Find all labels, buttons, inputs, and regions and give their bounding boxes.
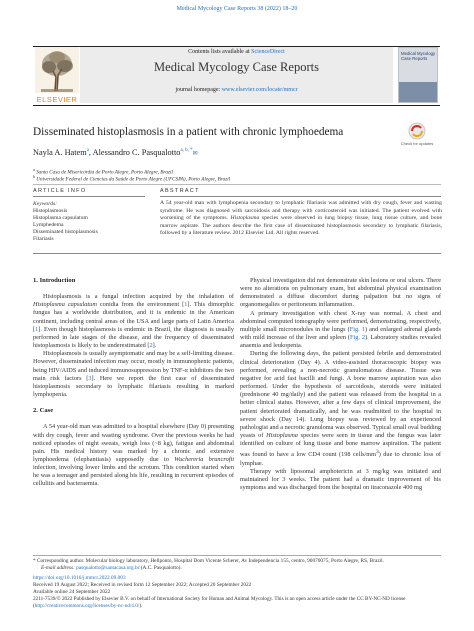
superscript: 3 (376, 449, 379, 456)
keyword: Lymphedema (33, 222, 64, 228)
journal-header-band (80, 47, 393, 103)
author-separator: , (88, 148, 93, 157)
author-name: Nayla A. Hatem (33, 148, 87, 157)
license-text: ). (139, 603, 143, 609)
paragraph (240, 350, 441, 467)
received-line: Received 19 August 2022; Received in revised form 12 September 2022; Accepted 20 September 2022 (33, 582, 252, 588)
email-link[interactable]: pasqualotto@santacasa.org.br (76, 565, 140, 571)
paragraph (33, 293, 234, 350)
paragraph (33, 423, 234, 488)
email-label: E-mail address: (41, 565, 77, 571)
doi-link[interactable]: https://doi.org/10.1016/j.mmcr.2022.09.003 (33, 575, 126, 581)
cover-graphic-band (399, 82, 437, 102)
affiliation-mark: b (33, 174, 35, 179)
paragraph (33, 350, 234, 399)
paragraph: Therapy with liposomal amphotericin at 3 mg/kg was initiated and maintained for 3 weeks. The patient had a dramatic improvement of his symptoms and was discharged from the hospital on itraconazole 400 mg (240, 467, 441, 491)
text-run: infection, involving lower limbs and the scrotum. This condition started when he was a teenager and persisted along his life, resulting in recurrent episodes of cellulitis and bacteraemia. (33, 464, 234, 488)
article-info-label: ARTICLE INFO (33, 188, 87, 194)
species-name: Histoplasma (266, 431, 298, 439)
affiliation-text: Santa Casa de Misericórdia de Porto Alegre, Porto Alegre, Brazil (36, 169, 173, 176)
species-name: Histoplasma capsulatum (33, 301, 97, 309)
keyword: Histoplasma capsulatum (33, 215, 88, 221)
section-heading-case: 2. Case (33, 407, 54, 415)
paragraph: Physical investigation did not demonstrate skin lesions or oral ulcers. There were no alterations on pulmonary exam, but abdominal physical examination demonstrated a diffuse discomfort during palpation but no signs of organomegalies or peritoneum inflammation. (240, 277, 441, 309)
license-link[interactable]: http://creativecommons.org/licenses/by-nc-nd/4.0/ (34, 603, 140, 609)
divider (33, 184, 441, 185)
affiliation-mark: a (33, 167, 35, 172)
check-for-updates-icon[interactable] (400, 121, 434, 149)
journal-title: Medical Mycology Case Reports (154, 60, 319, 74)
elsevier-wordmark: ELSEVIER (36, 95, 78, 104)
abstract-species: Histoplasma (230, 215, 260, 222)
species-name: Wuchereria bruncrofti (174, 455, 234, 463)
divider (160, 196, 441, 197)
citation-link[interactable]: 1 (184, 301, 188, 309)
journal-cover-thumbnail[interactable] (398, 47, 438, 103)
abstract-part: A 54 year-old man with lymphopenia secondary to lymphatic filariasis was admitted with dry cough, fever and wasting syndrome. He was diagnosed with sarcoidosis and therapy with corticosteroid was initiated. The patient evolved with worsening of the symptoms. (160, 200, 442, 222)
divider (33, 196, 145, 197)
divider (33, 253, 441, 254)
contents-line (80, 49, 393, 55)
homepage-line (80, 87, 393, 93)
text-run: ]. This dimorphic fungus has a worldwide distribution, and it is endemic in the American continent, including central areas of the USA and large parts of Latin America [ (33, 301, 234, 333)
license-line (33, 596, 441, 610)
affiliation (33, 174, 230, 183)
author-list (33, 148, 413, 157)
citation-link[interactable]: 1 (35, 325, 39, 333)
citation-link[interactable]: 2 (149, 342, 153, 350)
email-envelope-icon[interactable]: ✉ (192, 151, 198, 157)
abstract-part: species were observed in lung biopsy tissue, lung tissue culture, and bone marrow aspirate. The authors describe the first case of disseminated histoplasmosis secondary to lymphatic filariasis, followed by a literature review. 2012 Elsevier Ltd. All rights reserved. (160, 215, 442, 237)
available-online-line: Available online 24 September 2022 (33, 589, 111, 595)
text-run: ]. Even though histoplasmosis is endemic in Brazil, the diagnosis is usually performed in late stages of the disease, and the frequency of disseminated histoplasmosis is likely to be underestimated [ (33, 325, 234, 350)
text-run: ]. (152, 342, 157, 350)
corresponding-author-note: * Corresponding author. Molecular biology laboratory, Hellponto, Hospital Dom Vicente Scherer, Av Independencia 155, centro, 90070075, Porto Alegre, RS, Brazil. (33, 558, 384, 564)
text-run: Histoplasmosis is a fungal infection acquired by the inhalation of (43, 293, 234, 301)
author-marks[interactable]: a, b, * (180, 148, 193, 154)
keyword: Disseminated histoplasmosis (33, 229, 98, 235)
author-marks[interactable]: a (86, 148, 89, 154)
check-badge-label: Check for updates (400, 141, 434, 146)
text-run: ). Laboratory studies revealed anaemia and leukopenia. (240, 334, 441, 350)
keywords-label: Keywords: (33, 201, 58, 207)
article-title: Disseminated histoplasmosis in a patient with chronic lymphoedema (33, 126, 344, 138)
divider (33, 555, 441, 556)
cover-title: Medical Mycology Case Reports (401, 51, 436, 61)
figure-link[interactable]: Fig. 1 (349, 325, 365, 333)
text-run: ]. Here we report the first case of disseminated histoplasmosis secondary to lymphatic filariasis resulting in marked lymphopenia. (33, 374, 234, 399)
text-run: A primary investigation with chest X-ray was normal. A chest and abdominal computed tomography were performed, demonstrating, respectively, multiple small micronodules in the lungs ( (240, 309, 441, 333)
text-run: ) and enlarged adrenal glands with mild increase of the liver and spleen ( (240, 325, 441, 342)
text-run: ) due to chronic loss of lymphae. (240, 451, 441, 467)
journal-homepage-link[interactable]: www.elsevier.com/locate/mmcr (221, 87, 298, 93)
keyword: Histoplasmosis (33, 208, 68, 214)
author-name: Alessandro C. Pasqualotto (92, 148, 181, 157)
body-column-left (33, 277, 234, 489)
sciencedirect-link[interactable]: ScienceDirect (251, 49, 285, 55)
affiliation-text: Universidade Federal de Ciencias da Saúde de Porto Alegre (UFCSPA), Porto Alegre, Brazil (36, 176, 231, 183)
abstract-label: ABSTRACT (160, 188, 200, 194)
email-line (33, 565, 441, 572)
figure-link[interactable]: Fig. 2 (349, 334, 365, 342)
text-run: species were seen in tissue and the fungus was later identified on culture of lung tissue and bone marrow aspiration. The patient was found to have a low CD4 count (198 cells/mm (240, 431, 441, 459)
citation-link[interactable]: 3 (88, 374, 92, 382)
text-run: Histoplasmosis is usually asymptomatic and may be a self-limiting disease. However, disseminated infection may occur, mostly in immunophenic patients, being HIV/AIDS and induced immunosuppression by TNF-α inhibitors the two main risk factors [ (33, 350, 234, 382)
paragraph (240, 310, 441, 351)
running-head: Medical Mycology Case Reports 38 (2022) 18–20 (176, 6, 298, 12)
footnote-block (33, 558, 441, 610)
homepage-prefix: journal homepage: (175, 87, 222, 93)
section-heading-introduction: 1. Introduction (33, 277, 76, 284)
license-text: 2211-7539/© 2022 Published by Elsevier B.V. on behalf of International Society for Human and Animal Mycology. This is an open access article under the CC BY-NC-ND license ( (33, 596, 406, 609)
body-column-right (240, 277, 441, 492)
text-run: A 54 year-old man was admitted to a hospital elsewhere (Day 0) presenting with dry cough, fever and wasting syndrome. Over the previous weeks he had noticed episodes of night sweats, weigh loss (~8 kg), fatigue and abdominal pain. His medical history was marked by a chronic and extensive lymphoedema (elephantiasis) supposedly due to (33, 423, 234, 463)
text-run: conidia from the environment [ (96, 301, 185, 309)
text-run: During the following days, the patient persisted febrile and demonstrated clinical deterioration (Day 4). A video-assisted thoracoscopic biopsy was performed, revealing a non-necrotic granulomatous disease. Tissue was negative for acid fast bacilli and fungi. A bone marrow aspiration was also performed. Under the hypothesis of sarcoidosis, steroids were initiated (prednisone 40 mg/daily) and the patient was released from the hospital in a better clinical status. However, after a few days of clinical improvement, the patient deteriorated dramatically, and he was readmitted to the hospital in severe shock (Day 14). Lung biopsy was reviewed by an experienced pathologist and a necrotic granuloma was observed. Typical small oval budding yeasts of (240, 350, 441, 439)
abstract-text (160, 200, 442, 238)
keyword: Filariasis (33, 236, 54, 242)
contents-prefix: Contents lists available at (188, 49, 252, 55)
email-suffix: (A.C. Pasqualotto). (139, 565, 182, 571)
